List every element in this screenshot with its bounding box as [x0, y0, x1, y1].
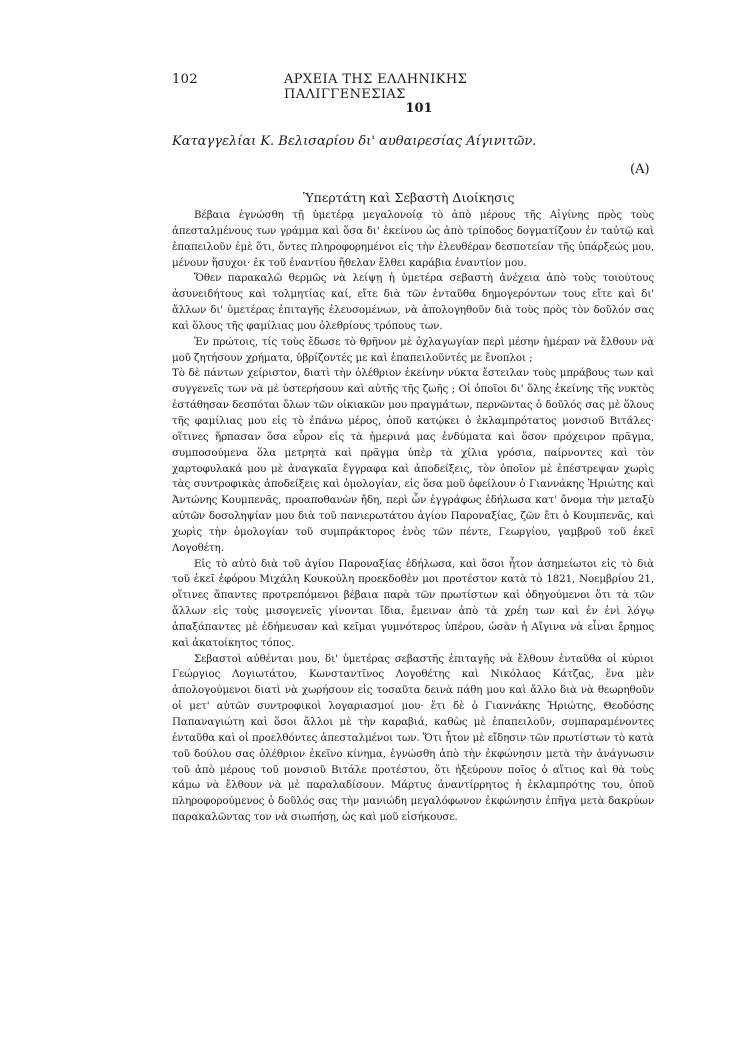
document-caption: Καταγγελίαι Κ. Βελισαρίου δι' αυθαιρεσίας Αίγινιτῶν.	[172, 134, 537, 149]
running-title: ΑΡΧΕΙΑ ΤΗΣ ΕΛΛΗΝΙΚΗΣ ΠΑΛΙΓΓΕΝΕΣΙΑΣ	[284, 72, 468, 102]
paragraph: Σεβαστοὶ αὐθένται μου, δι' ὑμετέρας σεβαστῆς ἐπιταγῆς νὰ ἔλθουν ἐνταῦθα οἱ κύριοι Γεώργιος Λογιωτάτου, Κωνσταντῖνος Λογοθέτης καὶ Νικόλαος Κάτζας, ἕνα μὲν ἀπολογούμενοι διατὶ νὰ χωρήσουν εἰς τοσαῦτα δεινὰ πάθη μου καὶ ἄλλο διὰ νὰ θεωρηθοῦν οἱ μετ' αὐτῶν συντροφικοὶ λογαριασμοί μου· ἔτι δὲ ὁ Γιαννάκης Ἠριώτης, Θεοδόσης Παπαναγιώτη καὶ ὅσοι ἄλλοι μὲ τὴν καραβιά, καθὼς μὲ ἐπαπειλοῦν, συμπαραμένοντες ἐνταῦθα καὶ οἱ προελθόντες ἀπεσταλμένοι των. Ὅτι ἦτον μὲ εἴδησιν τῶν πρωτίστων τὸ κατὰ τοῦ δούλου σας ὀλέθριον ἐκεῖνο κίνημα, ἐγνώσθη ἀπὸ τὴν ἐκφώνησιν μετὰ τὴν ἀνάγνωσιν τοῦ ἀπὸ μέρους τοῦ μονσιοῦ Βιτάλε προτέστου, ὅτι ἠξεύρουν ποῖος ὁ αἴτιος καὶ θὰ τοὺς κάμω νὰ ἔλθουν νὰ μὲ παραλαδίσουν. Μάρτυς ἀναντίρρητος ἡ ἐκλαμπρότης του, ὁποῦ πληροφορούμενος ὁ δοῦλός σας τὴν μανιώδη μεγαλόφωνον ἐκφώνησιν ἐπῆγα μετὰ δακρύων παρακαλῶντας τον νὰ σιωπήσῃ, ὡς καὶ μοῦ εἰσήκουσε.	[172, 652, 654, 824]
paragraph: Ἐν πρώτοις, τίς τοὺς ἔδωσε τὸ θρῆνον μὲ ὀχλαγωγίαν περὶ μέσην ἡμέραν νὰ ἔλθουν νὰ μοῦ ζητήσουν χρήματα, ὑβρίζοντές με καὶ ἐπαπειλοῦντές με ἔνοπλοι ;	[172, 335, 654, 364]
document-number: 101	[405, 101, 433, 116]
paragraph: Ὅθεν παρακαλῶ θερμῶς νὰ λείψῃ ἡ ὑμετέρα σεβαστὴ ἀνέχεια ἀπὸ τοὺς τοιούτους ἀσυνειδήτους καὶ τολμητίας καί, εἴτε διὰ τῶν ἐνταῦθα δημογερόντων τους εἴτε καὶ δι' ἄλλων δι' ὑμετέρας ἐπιταγῆς ἐλευσομένων, νὰ ἀπολογηθοῦν διὰ τοὺς πρὸς τὸν δοῦλόν σας καὶ ὅλους τῆς φαμίλιας μου ὀλεθρίους τρόπους των.	[172, 272, 654, 332]
section-marker: (Α)	[630, 162, 650, 177]
paragraph: Τὸ δὲ πάντων χείριστον, διατὶ τὴν ὀλέθριον ἐκείνην νύκτα ἔστειλαν τοὺς μπράβους των καὶ συγγενεῖς των νὰ μὲ ὑστερήσουν καὶ αὐτῆς τῆς ζωῆς ; Οἱ ὁποῖοι δι' ὅλης ἐκείνης τῆς νυκτὸς ἐστάθησαν δεσπόται ὅλων τῶν οἰκιακῶν μου πραγμάτων, περνῶντας ὁ δοῦλός σας μὲ ὅλους τῆς φαμίλιας μου εἰς τὸ ἐπάνω μέρος, ὁποῦ κατῴκει ὁ ἐκλαμπρότατος μονσιοῦ Βιτάλες· οἵτινες ἥρπασαν ὅσα εὗρον εἰς τὰ ἡμερινά μας ἐνδύματα καὶ ὅσον πρόχειρον πρᾶγμα, συμποσούμενα ὅλα μετρητὰ καὶ πρᾶγμα ὑπὲρ τὰ χίλια γρόσια, παίρνοντες καὶ τὸν χαρτοφυλακά μου μὲ ἀναγκαῖα ἔγγραφα καὶ ἀποδείξεις, τὸν ὁποῖον μὲ ἐπέστρεψαν χωρὶς τὰς συντροφικὰς ἀποδείξεις καὶ ὁμολογίαν, εἰς ὅσα μοῦ ὀφείλουν ὁ Γιαννάκης Ἠριώτης καὶ Ἀντώνης Κουμπενᾶς, προαποθανὼν ἤδη, περὶ ὧν ἐγγράφως ἐδήλωσα κατ' ὄνομα τὴν μεταξὺ αὐτῶν δοσοληψίαν μου διὰ τοῦ πανιερωτάτου ἁγίου Παροναξίας, ζῶν ἔτι ὁ Κουμπενᾶς, καὶ χωρὶς τὴν ὁμολογίαν τοῦ συμπράκτορος ἑνὸς τῶν πέντε, Γεωργίου, γαμβροῦ τοῦ ἐκεῖ Λογοθέτη.	[172, 367, 654, 554]
page-number: 102	[172, 72, 199, 87]
salutation: Ὑπερτάτη καὶ Σεβαστὴ Διοίκησις	[303, 190, 515, 205]
running-header	[172, 72, 582, 102]
paragraph: Εἰς τὸ αὐτὸ διὰ τοῦ ἁγίου Παροναξίας ἐδήλωσα, καὶ ὅσοι ἦτον ἀσημείωτοι εἰς τὸ διὰ τοῦ ἐκεῖ ἐφόρου Μιχάλη Κουκούλη προεκδοθὲν μοι προτέστον κατὰ τὸ 1821, Νοεμβρίου 21, οἵτινες ἅπαντες προτρεπόμενοι βέβαια παρὰ τῶν πρωτίστων καὶ ὁδηγούμενοι ὅτι τὰ τῶν ἄλλων εἰς τοὺς μισογενεῖς γίνονται ἴδια, ἔμειναν ἀπὸ τὰ χρέη των καὶ ἐν ἑνὶ λόγῳ ἁπαξάπαντες μὲ ἐδήμευσαν καὶ κεῖμαι γυμνότερος ὑπέρου, ὡσὰν ἡ Αἴγινα νὰ εἶναι ἔρημος καὶ ἀκατοίκητος τόπος.	[172, 557, 654, 649]
letter-body	[172, 208, 654, 826]
paragraph: Βέβαια ἐγνώσθη τῇ ὑμετέρᾳ μεγαλονοίᾳ τὸ ἀπὸ μέρους τῆς Αἰγίνης πρὸς τοὺς ἀπεσταλμένους των γράμμα καὶ ὅσα δι' ἐκείνου ὡς ἀπὸ τρίποδος δογματίζουν ἐν ταὐτῷ καὶ ἐπαπειλοῦν ἐμὲ ὅτι, ὄντες πληροφορημένοι εἰς τὴν ἐλευθέραν δεσποτείαν τῆς ὑπάρξεώς μου, μένουν ἥσυχοι· ἐκ τοῦ ἐναντίου ἤθελαν ἔλθει καράβια ἐναντίον μου.	[172, 209, 654, 269]
